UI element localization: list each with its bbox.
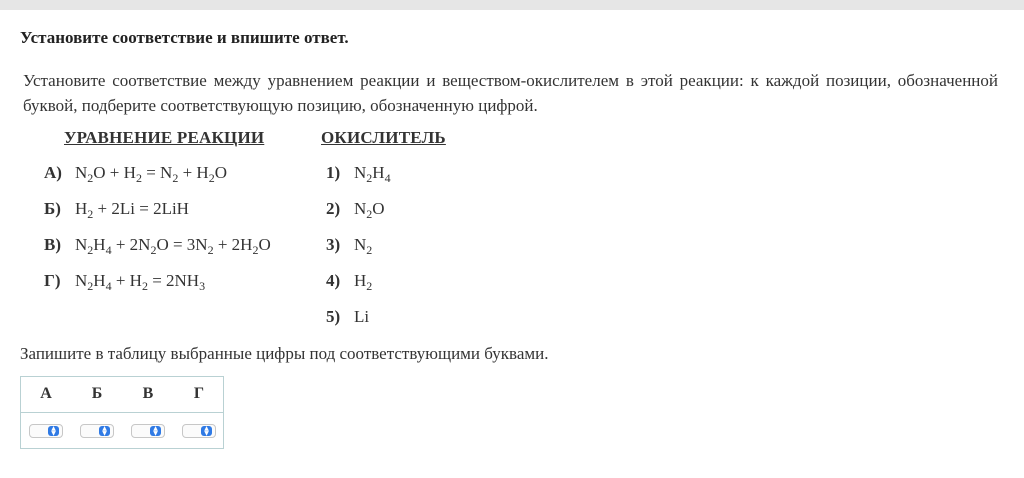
answer-table	[20, 376, 224, 449]
task-instruction: Установите соответствие между уравнением реакции и веществом-окислителем в этой реакции: к каждой позиции, обозначенной буквой, подберите соответствующую позицию, обозначенную цифрой.	[23, 71, 998, 115]
updown-chevron-icon: ▲ ▼	[48, 426, 59, 436]
oxidizer-formula: $H_2$	[354, 271, 373, 293]
task-header: Установите соответствие и впишите ответ.	[20, 28, 349, 47]
answer-header-a: А	[40, 385, 52, 402]
updown-chevron-icon: ▲ ▼	[201, 426, 212, 436]
answer-select-a[interactable]	[29, 424, 63, 438]
top-bar	[0, 0, 1024, 10]
equation-formula: $H_2 + 2Li = 2LiH$	[75, 199, 189, 221]
oxidizer-formula: $N_2H_4$	[354, 163, 391, 185]
oxidizer-key: 4)	[326, 271, 341, 290]
oxidizer-item-2	[326, 199, 385, 219]
oxidizers-column-title: ОКИСЛИТЕЛЬ	[321, 128, 446, 147]
equation-formula: $N_2H_4 + H_2 = 2NH_3$	[75, 271, 206, 293]
oxidizer-formula: $N_2$	[354, 235, 373, 257]
answer-select-v[interactable]	[131, 424, 165, 438]
equation-item-b	[44, 199, 189, 219]
equation-item-v	[44, 235, 271, 255]
answer-select-g[interactable]	[182, 424, 216, 438]
updown-chevron-icon: ▲ ▼	[150, 426, 161, 436]
answer-header-b: Б	[91, 385, 103, 402]
oxidizer-formula: $N_2O$	[354, 199, 385, 221]
equation-formula: $N_2H_4 + 2N_2O = 3N_2 + 2H_2O$	[75, 235, 271, 257]
equation-key: В)	[44, 235, 61, 254]
equation-key: Б)	[44, 199, 61, 218]
equations-column-title: УРАВНЕНИЕ РЕАКЦИИ	[64, 128, 265, 147]
oxidizer-key: 5)	[326, 307, 341, 326]
oxidizer-key: 3)	[326, 235, 341, 254]
equation-key: Г)	[44, 271, 61, 290]
oxidizer-key: 2)	[326, 199, 341, 218]
oxidizer-formula: Li	[354, 307, 370, 326]
oxidizer-item-4	[326, 271, 372, 291]
answer-header-g: Г	[193, 385, 205, 402]
oxidizer-item-5	[326, 307, 369, 327]
oxidizer-item-3	[326, 235, 372, 255]
answer-header-v: В	[142, 385, 154, 402]
equation-item-g	[44, 271, 205, 291]
equation-formula: $N_2O + H_2 = N_2 + H_2O$	[75, 163, 227, 185]
answer-table-divider	[21, 412, 223, 413]
answer-prompt: Запишите в таблицу выбранные цифры под соответствующими буквами.	[20, 344, 549, 363]
answer-select-b[interactable]	[80, 424, 114, 438]
oxidizer-key: 1)	[326, 163, 341, 182]
equation-item-a	[44, 163, 227, 183]
equation-key: А)	[44, 163, 62, 182]
oxidizer-item-1	[326, 163, 391, 183]
updown-chevron-icon: ▲ ▼	[99, 426, 110, 436]
